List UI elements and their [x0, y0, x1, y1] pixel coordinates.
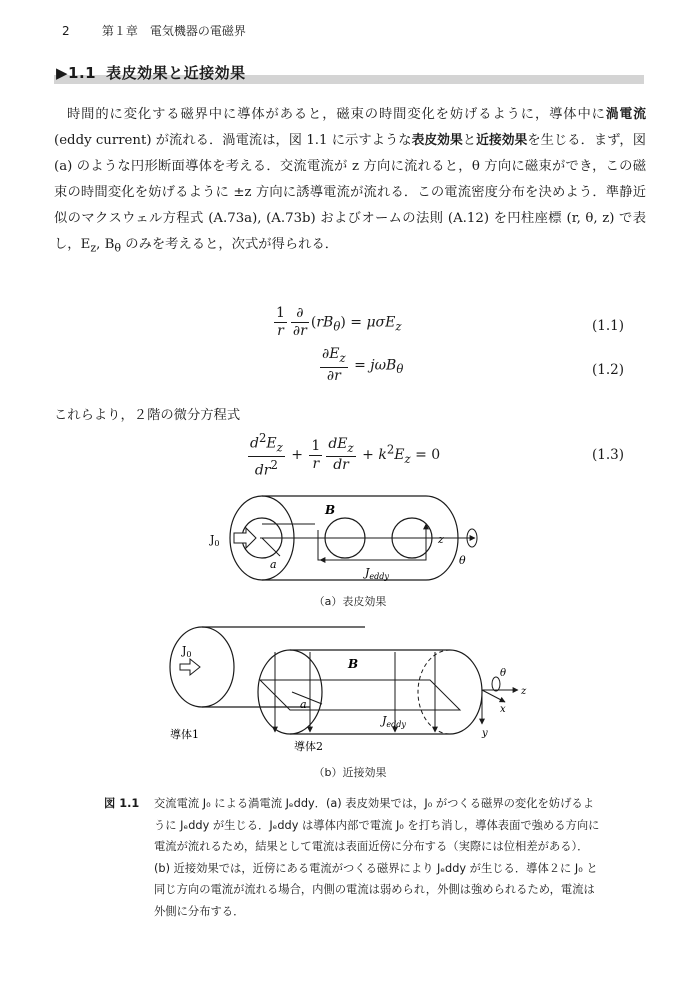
figure-b-proximity-effect [160, 622, 540, 762]
section-number: 1.1 [68, 64, 97, 82]
figure-a-caption: （a）表皮効果 [313, 595, 387, 608]
label-j0: $J_0$ [210, 533, 220, 548]
chapter-title: 第１章 電気機器の電磁界 [101, 24, 246, 38]
label-b: B [325, 503, 336, 517]
conductor-1-body [202, 627, 365, 707]
skin-effect-term: 表皮効果 [411, 133, 463, 148]
j0-arrow-icon [180, 659, 200, 675]
section-title [56, 62, 246, 83]
label-theta: θ [459, 554, 466, 567]
page-number: 2 [62, 24, 70, 38]
conductor-2-end [258, 650, 322, 734]
figure-b-caption: （b）近接効果 [313, 766, 387, 779]
equation-1-3: $\frac{d^2E_z}{dr^2}$ + $\frac{1}{r}$ $\frac{dE_z}{dr}$ + $k^2E_z = 0$ [250, 431, 441, 480]
label-b: B [348, 657, 359, 671]
label-z: z [438, 533, 444, 546]
figure-caption-text: 交流電流 J₀ による渦電流 Jₑddy．(a) 表皮効果では，J₀ がつくる磁界の変化を妨げるように Jₑddy が生じる．Jₑddy は導体内部で電流 J₀ を打ち消し，導体表面で強める方向に電流が流れるため，結果として電流は表面近傍に分布する（実際には位相差がある）．(b) 近接効果では，近傍にある電流がつくる磁界により Jₑddy が生じる．導体２に J₀ と同じ方向の電流が流れる場合，内側の電流は弱められ，外側は強められるため，電流は外側に分布する． [154, 797, 600, 918]
conductor-2-far-end-dashed [418, 650, 450, 734]
radius-a-line [262, 538, 280, 556]
equation-1-2: $\frac{\partial E_z}{\partial r}$ = jωB$_\theta$ [322, 346, 404, 384]
axis-x [482, 690, 505, 702]
label-a: a [300, 698, 307, 711]
j0-arrow-icon [234, 528, 256, 548]
label-y: y [482, 728, 488, 739]
label-a: a [270, 558, 277, 571]
figure-caption [104, 793, 604, 922]
equation-number-1-3: (1.3) [592, 447, 625, 463]
eddy-current-loop [260, 680, 460, 710]
label-j0: $J_0$ [182, 644, 192, 659]
figure-label: 図 1.1 [104, 797, 140, 810]
proximity-effect-term: 近接効果 [476, 133, 528, 148]
label-conductor-2: 導体2 [294, 740, 323, 753]
label-x: x [500, 704, 506, 715]
triangle-bullet-icon: ▶ [56, 64, 69, 82]
label-theta: θ [500, 668, 507, 679]
equation-number-1-1: (1.1) [592, 318, 625, 334]
section-heading [54, 62, 644, 84]
body-paragraph: 時間的に変化する磁界中に導体があると，磁束の時間変化を妨げるように，導体中に渦電流 (eddy current) が流れる．渦電流は，図 1.1 に示すような表皮効果と近接効果を生じる．まず，図 (a) のような円形断面導体を考える．交流電流が z 方向に流れると，θ 方向に磁束ができ，この磁束の時間変化を妨げるように ±z 方向に誘導電流が流れる．この電流密度分布を決めよう．準静近似のマクスウェル方程式 (A.73a), (A.73b) およびオームの法則 (A.12) を円柱座標 (r, θ, z) で表し，$E_z$, $B_\theta$ のみを考えると，次式が得られる． [54, 107, 647, 255]
equation-number-1-2: (1.2) [592, 362, 625, 378]
label-eddy: $J_{eddy}$ [365, 566, 389, 581]
theta-rotation-icon [492, 677, 500, 691]
label-conductor-1: 導体1 [170, 728, 199, 741]
eddy-current-term: 渦電流 [605, 107, 647, 122]
running-header [62, 22, 246, 39]
label-z: z [521, 686, 527, 697]
radius-a-line [292, 692, 322, 704]
label-eddy: $J_{eddy}$ [382, 714, 406, 729]
transition-text: これらより，２階の微分方程式 [54, 408, 241, 423]
equation-1-1: $\frac{1}{r}$ $\frac{\partial}{\partial r}$ $(rB_\theta) = \mu\sigma E_z$ [276, 305, 402, 339]
figure-a-skin-effect [200, 488, 500, 588]
section-title-text: 表皮効果と近接効果 [106, 64, 246, 82]
